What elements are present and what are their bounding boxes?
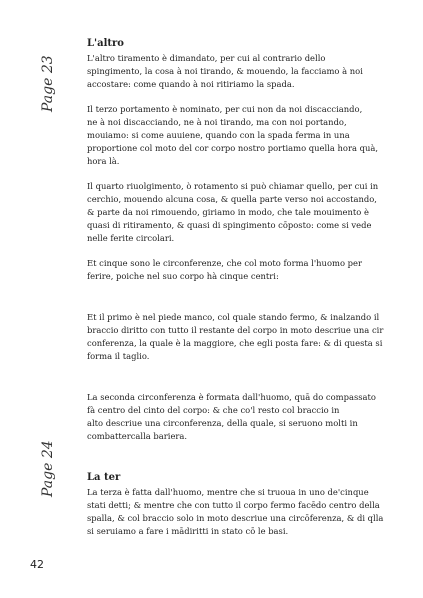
text-line: stati detti; & mentre che con tutto il corpo fermo facēdo centro della xyxy=(87,500,380,510)
text-line: ne à noi discacciando, ne à noi tirando, ma con noi portando, xyxy=(87,117,347,127)
section-heading: La ter xyxy=(87,472,121,483)
section-heading: L'altro xyxy=(87,38,124,49)
text-line: si seruiamo a fare i mādiritti in stato cō le basi. xyxy=(87,526,289,536)
text-line: conferenza, la quale è la maggiore, che egli posta fare: & di questa si xyxy=(87,338,383,348)
text-line: Et cinque sono le circonferenze, che col moto forma l'huomo per xyxy=(87,258,362,268)
text-line: Il terzo portamento è nominato, per cui non da noi discacciando, xyxy=(87,104,363,114)
paragraph xyxy=(87,257,397,283)
text-line: quasi di ritiramento, & quasi di spingimento cōposto: come si vede xyxy=(87,220,372,230)
text-line: La seconda circonferenza è formata dall'huomo, quā do compassato xyxy=(87,392,376,402)
text-line: proportione col moto del cor corpo nostro portiamo quella hora quà, xyxy=(87,143,379,153)
text-line: nelle ferite circolari. xyxy=(87,233,175,243)
spacer xyxy=(87,375,397,391)
margin-page-label: Page 23 xyxy=(40,55,56,112)
spacer xyxy=(87,295,397,311)
text-line: La terza è fatta dall'huomo, mentre che si truoua in uno de'cinque xyxy=(87,487,369,497)
margin-page-label: Page 24 xyxy=(40,440,56,497)
text-line: hora là. xyxy=(87,156,120,166)
paragraph xyxy=(87,391,397,443)
text-line: & parte da noi rimouendo, giriamo in modo, che tale mouimento è xyxy=(87,207,369,217)
text-line: mouiamo: si come auuiene, quando con la spada ferma in una xyxy=(87,130,350,140)
text-line: cerchio, mouendo alcuna cosa, & quella parte verso noi accostando, xyxy=(87,194,377,204)
text-line: accostare: come quando à noi ritiriamo la spada. xyxy=(87,79,295,89)
text-column xyxy=(87,37,397,550)
text-line: forma il taglio. xyxy=(87,351,150,361)
text-line: Et il primo è nel piede manco, col quale stando fermo, & inalzando il xyxy=(87,312,380,322)
text-line: spingimento, la cosa à noi tirando, & mouendo, la facciamo à noi xyxy=(87,66,363,76)
paragraph xyxy=(87,311,397,363)
text-line: spalla, & col braccio solo in moto descriue una circōferenza, & di qlla xyxy=(87,513,384,523)
text-line: L'altro tiramento è dimandato, per cui al contrario dello xyxy=(87,53,326,63)
paragraph xyxy=(87,103,397,168)
text-line: ferire, poiche nel suo corpo hà cinque centri: xyxy=(87,271,279,281)
page-number: 42 xyxy=(30,558,44,571)
paragraph xyxy=(87,486,397,538)
paragraph xyxy=(87,180,397,245)
text-line: combattercalla bariera. xyxy=(87,431,188,441)
text-line: fà centro del cinto del corpo: & che co'l resto col braccio in xyxy=(87,405,340,415)
text-line: braccio diritto con tutto il restante del corpo in moto descriue una cir xyxy=(87,325,384,335)
spacer xyxy=(87,455,397,471)
text-line: alto descriue una circonferenza, della quale, si seruono molti in xyxy=(87,418,358,428)
paragraph xyxy=(87,52,397,91)
text-line: Il quarto riuolgimento, ò rotamento si può chiamar quello, per cui in xyxy=(87,181,379,191)
